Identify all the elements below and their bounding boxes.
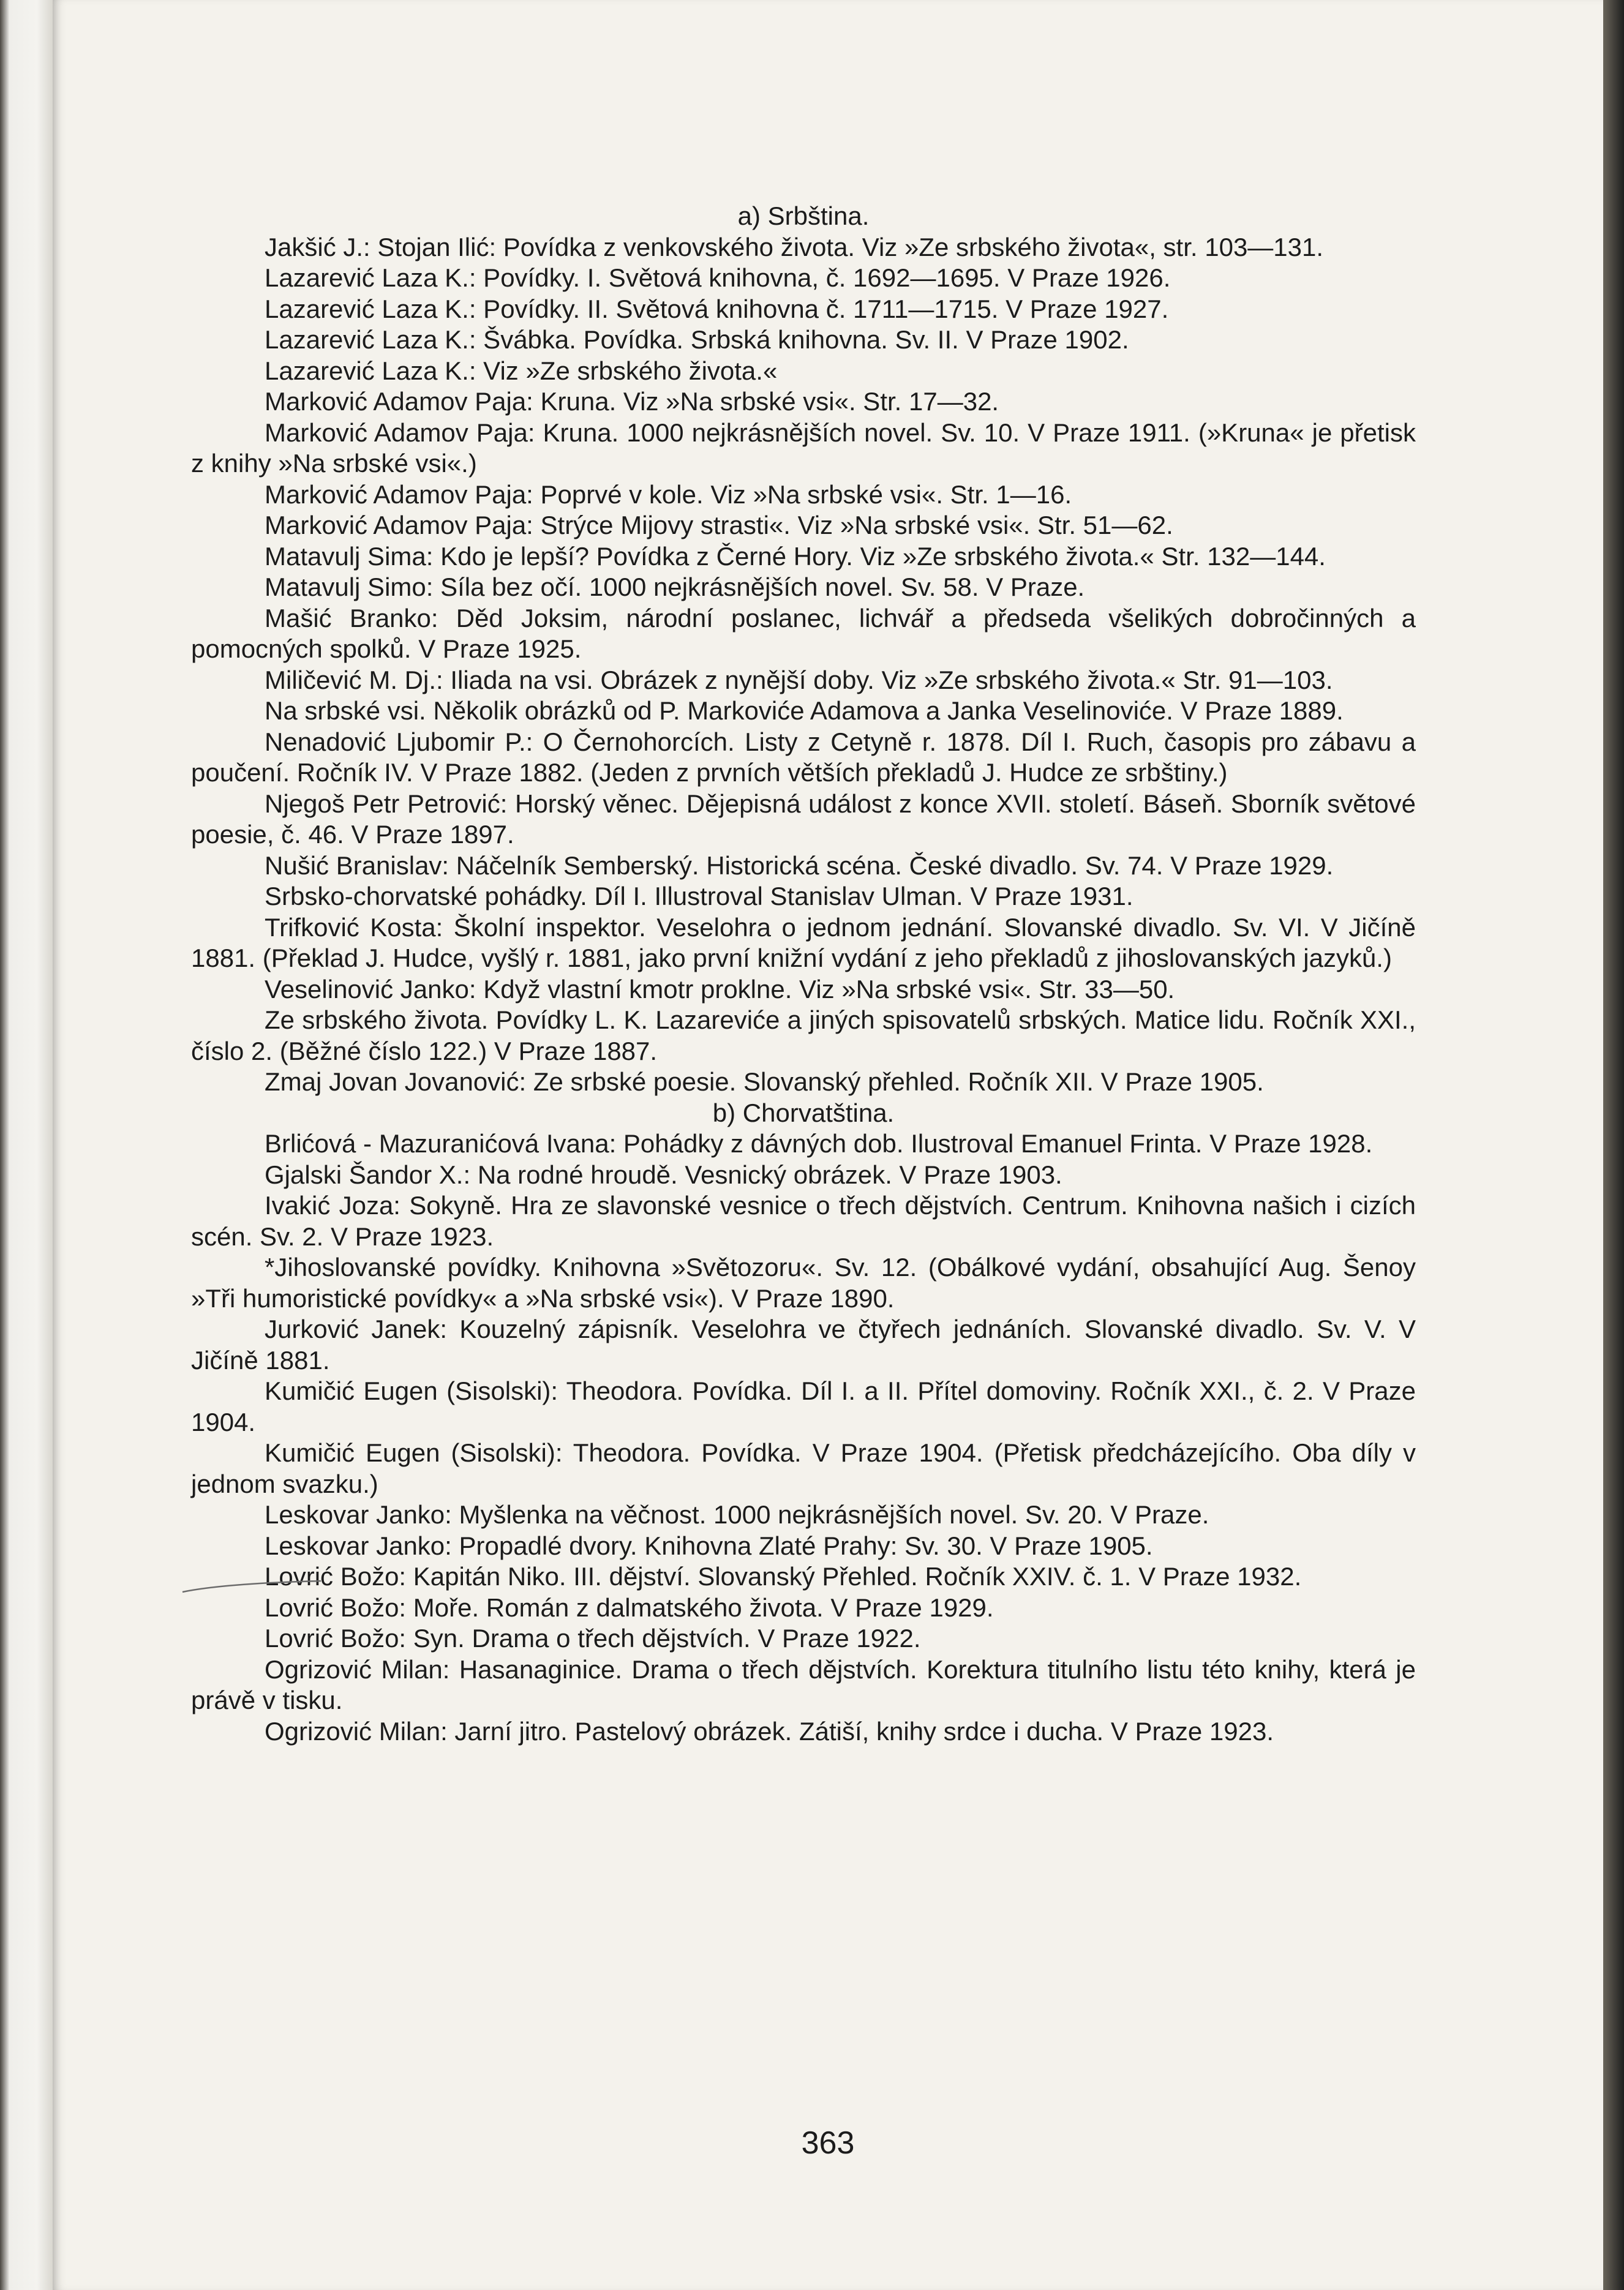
bibliography-entry: Kumičić Eugen (Sisolski): Theodora. Povídka. Díl I. a II. Přítel domoviny. Ročník XXI., č. 2. V Praze 1904.	[191, 1376, 1416, 1436]
bibliography-entry: Marković Adamov Paja: Kruna. 1000 nejkrásnějších novel. Sv. 10. V Praze 1911. (»Kruna« je přetisk z knihy »Na srbské vsi«.)	[191, 418, 1416, 478]
bibliography-entry: Lazarević Laza K.: Viz »Ze srbského života.«	[265, 356, 778, 385]
bibliography-entry: Ogrizović Milan: Hasanaginice. Drama o třech dějstvích. Korektura titulního listu této knihy, která je právě v tisku.	[191, 1654, 1416, 1714]
bibliography-entry: Na srbské vsi. Několik obrázků od P. Markoviće Adamova a Janka Veselinoviće. V Praze 1889.	[265, 696, 1344, 725]
bibliography-column	[191, 201, 1416, 1747]
bibliography-entry: Ze srbského života. Povídky L. K. Lazareviće a jiných spisovatelů srbských. Matice lidu. Ročník XXI., číslo 2. (Běžné číslo 122.) V Praze 1887.	[191, 1005, 1416, 1065]
bibliography-entry: Nušić Branislav: Náčelník Semberský. Historická scéna. České divadlo. Sv. 74. V Praze 1929.	[265, 850, 1334, 880]
bibliography-entry: Lovrić Božo: Moře. Román z dalmatského života. V Praze 1929.	[265, 1593, 994, 1622]
page-number: 363	[801, 2125, 855, 2161]
bibliography-entry: Jakšić J.: Stojan Ilić: Povídka z venkovského života. Viz »Ze srbského života«, str. 103—131.	[265, 232, 1324, 261]
bibliography-entry: Veselinović Janko: Když vlastní kmotr proklne. Viz »Na srbské vsi«. Str. 33—50.	[265, 974, 1175, 1004]
bibliography-entry: Marković Adamov Paja: Strýce Mijovy strasti«. Viz »Na srbské vsi«. Str. 51—62.	[265, 511, 1173, 539]
book-page	[53, 0, 1603, 2290]
scan-right-edge	[1603, 0, 1624, 2290]
bibliography-entry: Matavulj Sima: Kdo je lepší? Povídka z Černé Hory. Viz »Ze srbského života.« Str. 132—144.	[265, 541, 1326, 571]
bibliography-entry: Zmaj Jovan Jovanović: Ze srbské poesie. Slovanský přehled. Ročník XII. V Praze 1905.	[265, 1067, 1264, 1096]
bibliography-entry: Trifković Kosta: Školní inspektor. Veselohra o jednom jednání. Slovanské divadlo. Sv. VI. V Jičíně 1881. (Překlad J. Hudce, vyšlý r. 1881, jako první knižní vydání z jeho překladů z jihoslovanských jazyků.)	[191, 912, 1416, 972]
bibliography-entry: Lazarević Laza K.: Švábka. Povídka. Srbská knihovna. Sv. II. V Praze 1902.	[265, 325, 1129, 354]
bibliography-entry: Lovrić Božo: Kapitán Niko. III. dějství. Slovanský Přehled. Ročník XXIV. č. 1. V Praze 1932.	[265, 1562, 1302, 1591]
bibliography-entry: Marković Adamov Paja: Poprvé v kole. Viz »Na srbské vsi«. Str. 1—16.	[265, 479, 1072, 509]
bibliography-entry: Lazarević Laza K.: Povídky. II. Světová knihovna č. 1711—1715. V Praze 1927.	[265, 294, 1169, 323]
bibliography-entry: Matavulj Simo: Síla bez očí. 1000 nejkrásnějších novel. Sv. 58. V Praze.	[265, 572, 1085, 601]
bibliography-entry: Kumičić Eugen (Sisolski): Theodora. Povídka. V Praze 1904. (Přetisk předcházejícího. Oba díly v jednom svazku.)	[191, 1438, 1416, 1498]
bibliography-entry: *Jihoslovanské povídky. Knihovna »Světozoru«. Sv. 12. (Obálkové vydání, obsahující Aug. Šenoy »Tři humoristické povídky« a »Na srbské vsi«). V Praze 1890.	[191, 1253, 1416, 1313]
bibliography-entry: Lovrić Božo: Syn. Drama o třech dějstvích. V Praze 1922.	[265, 1624, 921, 1653]
bibliography-entry: Jurković Janek: Kouzelný zápisník. Veselohra ve čtyřech jednáních. Slovanské divadlo. Sv. V. V Jičíně 1881.	[191, 1315, 1416, 1375]
bibliography-entry: Ivakić Joza: Sokyně. Hra ze slavonské vesnice o třech dějstvích. Centrum. Knihovna našich i cizích scén. Sv. 2. V Praze 1923.	[191, 1191, 1416, 1251]
bibliography-entry: Marković Adamov Paja: Kruna. Viz »Na srbské vsi«. Str. 17—32.	[265, 387, 999, 416]
bibliography-entry: Mašić Branko: Děd Joksim, národní poslanec, lichvář a předseda všelikých dobročinných a pomocných spolků. V Praze 1925.	[191, 603, 1416, 663]
bibliography-entry: Srbsko-chorvatské pohádky. Díl I. Illustroval Stanislav Ulman. V Praze 1931.	[265, 882, 1133, 910]
bibliography-entry: Nenadović Ljubomir P.: O Černohorcích. Listy z Cetyně r. 1878. Díl I. Ruch, časopis pro zábavu a poučení. Ročník IV. V Praze 1882. (Jeden z prvních větších překladů J. Hudce ze srbštiny.)	[191, 727, 1416, 787]
bibliography-entry: Lazarević Laza K.: Povídky. I. Světová knihovna, č. 1692—1695. V Praze 1926.	[265, 263, 1171, 292]
bibliography-entry: Brlićová - Mazuranićová Ivana: Pohádky z dávných dob. Ilustroval Emanuel Frinta. V Praze 1928.	[265, 1129, 1373, 1158]
bibliography-entry: Leskovar Janko: Propadlé dvory. Knihovna Zlaté Prahy: Sv. 30. V Praze 1905.	[265, 1531, 1153, 1560]
section-heading-serbian: a) Srbština.	[737, 201, 870, 230]
bibliography-entry: Gjalski Šandor X.: Na rodné hroudě. Vesnický obrázek. V Praze 1903.	[265, 1160, 1062, 1189]
bibliography-entry: Njegoš Petr Petrović: Horský věnec. Dějepisná událost z konce XVII. století. Báseň. Sborník světové poesie, č. 46. V Praze 1897.	[191, 789, 1416, 849]
bibliography-entry: Ogrizović Milan: Jarní jitro. Pastelový obrázek. Zátiší, knihy srdce i ducha. V Praze 1923.	[265, 1716, 1274, 1746]
bibliography-entry: Leskovar Janko: Myšlenka na věčnost. 1000 nejkrásnějších novel. Sv. 20. V Praze.	[265, 1500, 1209, 1529]
scan-left-edge	[0, 0, 53, 2290]
bibliography-entry: Miličević M. Dj.: Iliada na vsi. Obrázek z nynější doby. Viz »Ze srbského života.« Str. 91—103.	[265, 665, 1333, 694]
pencil-annotation-line	[181, 1574, 322, 1598]
section-heading-croatian: b) Chorvatština.	[712, 1098, 895, 1127]
